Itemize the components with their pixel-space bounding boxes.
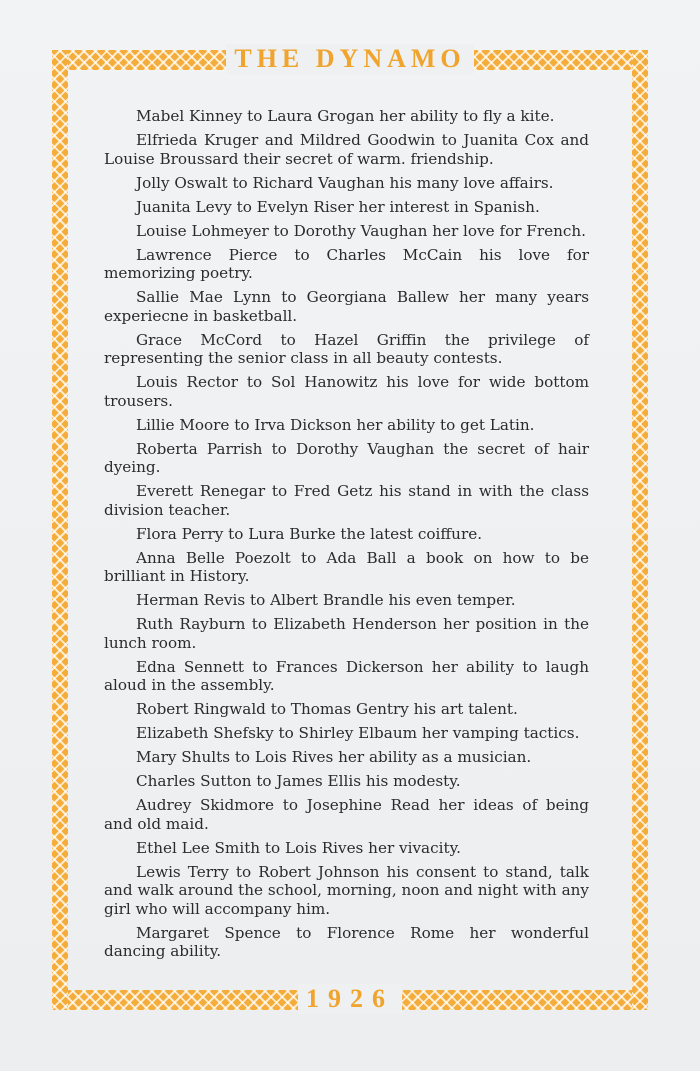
entry: Lawrence Pierce to Charles McCain his love for memorizing poetry.	[104, 245, 589, 282]
page-title: THE DYNAMO	[226, 44, 473, 74]
entry: Flora Perry to Lura Burke the latest coiffure.	[136, 524, 483, 543]
entry: Grace McCord to Hazel Griffin the privilege of representing the senior class in all beauty contests.	[104, 330, 589, 367]
entry: Robert Ringwald to Thomas Gentry his art talent.	[136, 700, 518, 718]
entry: Louise Lohmeyer to Dorothy Vaughan her love for French.	[136, 221, 586, 240]
entry: Louis Rector to Sol Hanowitz his love for wide bottom trousers.	[104, 373, 589, 410]
entry: Roberta Parrish to Dorothy Vaughan the secret of hair dyeing.	[104, 439, 589, 476]
entry: Ethel Lee Smith to Lois Rives her vivacity.	[136, 838, 461, 857]
entry: Anna Belle Poezolt to Ada Ball a book on how to be brilliant in History.	[104, 548, 589, 585]
entry: Lewis Terry to Robert Johnson his consent to stand, talk and walk around the school, morning, noon and night with any girl who will accompany him.	[104, 862, 589, 918]
entry: Charles Sutton to James Ellis his modesty.	[136, 772, 461, 790]
entry: Ruth Rayburn to Elizabeth Henderson her position in the lunch room.	[104, 615, 589, 652]
border-right	[632, 50, 648, 1010]
entry: Elizabeth Shefsky to Shirley Elbaum her vamping tactics.	[136, 724, 580, 742]
entry: Lillie Moore to Irva Dickson her ability to get Latin.	[136, 415, 535, 434]
entry: Elfrieda Kruger and Mildred Goodwin to Juanita Cox and Louise Broussard their secret of warm. friendship.	[104, 131, 589, 168]
border-top	[52, 50, 648, 70]
entry: Jolly Oswalt to Richard Vaughan his many love affairs.	[136, 173, 554, 192]
entry: Mary Shults to Lois Rives her ability as a musician.	[136, 748, 532, 766]
entry: Margaret Spence to Florence Rome her wonderful dancing ability.	[104, 923, 589, 960]
border-left	[52, 50, 68, 1010]
entry: Audrey Skidmore to Josephine Read her ideas of being and old maid.	[104, 796, 589, 833]
entry: Everett Renegar to Fred Getz his stand in with the class division teacher.	[104, 482, 589, 519]
entry: Mabel Kinney to Laura Grogan her ability to fly a kite.	[136, 107, 555, 125]
entry: Sallie Mae Lynn to Georgiana Ballew her many years experiecne in basketball.	[104, 288, 589, 325]
entries-list	[104, 107, 589, 966]
border-bottom	[52, 990, 648, 1010]
year-label: 1926	[298, 984, 402, 1014]
entry: Herman Revis to Albert Brandle his even temper.	[136, 591, 516, 609]
entry: Edna Sennett to Frances Dickerson her ability to laugh aloud in the assembly.	[104, 657, 589, 694]
entry: Juanita Levy to Evelyn Riser her interest in Spanish.	[136, 197, 540, 216]
